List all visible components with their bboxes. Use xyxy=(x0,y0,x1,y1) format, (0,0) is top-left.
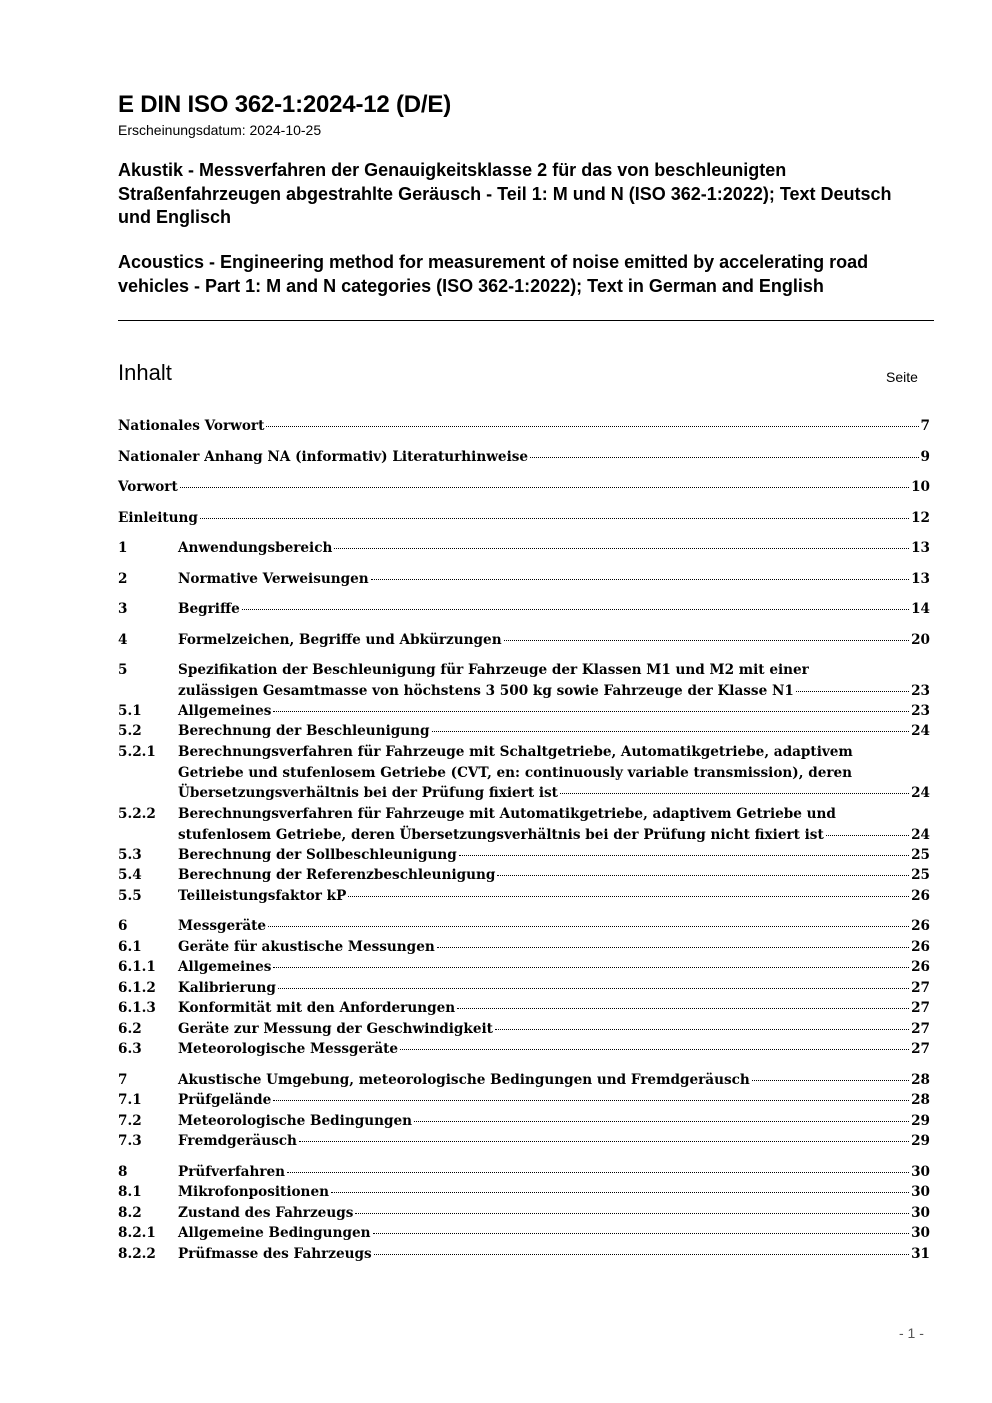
toc-entry-title: Nationaler Anhang NA (informativ) Literaturhinweise xyxy=(118,449,529,465)
toc-entry-page: 7 xyxy=(920,418,930,434)
toc-entry-number: 5.1 xyxy=(118,703,142,719)
toc-dot-leader xyxy=(348,896,909,897)
toc-entry-number: 6.3 xyxy=(118,1041,142,1057)
toc-dot-leader xyxy=(373,1233,910,1234)
toc-entry[interactable] xyxy=(118,510,930,530)
toc-entry-number: 5 xyxy=(118,662,128,678)
toc-entry-page: 24 xyxy=(911,826,930,843)
toc-dot-leader xyxy=(266,426,918,427)
toc-entry-page: 25 xyxy=(911,867,930,883)
toc-entry[interactable] xyxy=(118,1133,930,1153)
toc-entry[interactable] xyxy=(118,1205,930,1225)
publication-date: Erscheinungsdatum: 2024-10-25 xyxy=(118,122,322,138)
toc-dot-leader xyxy=(278,988,909,989)
toc-dot-leader xyxy=(530,457,918,458)
toc-entry-page: 13 xyxy=(911,540,930,556)
toc-entry-title: Mikrofonpositionen xyxy=(178,1184,329,1200)
toc-dot-leader xyxy=(504,640,910,641)
toc-entry-page: 23 xyxy=(911,682,930,699)
toc-dot-leader xyxy=(400,1049,909,1050)
toc-entry-page: 28 xyxy=(911,1092,930,1108)
toc-dot-leader xyxy=(334,548,909,549)
toc-entry-number: 7.2 xyxy=(118,1113,142,1129)
toc-entry[interactable] xyxy=(118,867,930,887)
toc-entry-page: 28 xyxy=(911,1072,930,1088)
toc-entry[interactable] xyxy=(118,918,930,938)
toc-entry-title: Prüfmasse des Fahrzeugs xyxy=(178,1246,372,1262)
toc-entry-number: 8.2.1 xyxy=(118,1225,156,1241)
toc-entry[interactable] xyxy=(118,980,930,1000)
toc-entry-number: 8 xyxy=(118,1164,128,1180)
toc-entry[interactable] xyxy=(118,723,930,743)
document-number: E DIN ISO 362-1:2024-12 (D/E) xyxy=(118,91,452,118)
toc-entry-number: 6.1.3 xyxy=(118,1000,156,1016)
toc-entry-title: Übersetzungsverhältnis bei der Prüfung fixiert ist xyxy=(178,785,558,801)
toc-entry[interactable] xyxy=(118,1000,930,1020)
toc-entry-page: 23 xyxy=(911,703,930,719)
toc-entry-page: 27 xyxy=(911,980,930,996)
toc-entry-title: Allgemeines xyxy=(178,703,272,719)
toc-entry-page: 27 xyxy=(911,1021,930,1037)
toc-entry-number: 2 xyxy=(118,571,128,587)
toc-entry-title: Geräte für akustische Messungen xyxy=(178,939,435,955)
toc-entry-number: 5.2 xyxy=(118,723,142,739)
title-divider xyxy=(118,320,934,321)
toc-entry[interactable] xyxy=(118,744,930,801)
toc-dot-leader xyxy=(457,1008,909,1009)
toc-entry-title: Nationales Vorwort xyxy=(118,418,265,434)
toc-entry-number: 5.2.2 xyxy=(118,806,156,822)
toc-entry[interactable] xyxy=(118,703,930,723)
toc-entry-page: 26 xyxy=(911,939,930,955)
toc-entry[interactable] xyxy=(118,540,930,560)
toc-entry-title: Berechnungsverfahren für Fahrzeuge mit Automatikgetriebe, adaptivem Getriebe und xyxy=(178,806,836,822)
toc-entry-number: 8.2.2 xyxy=(118,1246,156,1262)
toc-entry-number: 1 xyxy=(118,540,128,556)
toc-entry-page: 27 xyxy=(911,1041,930,1057)
toc-entry-page: 30 xyxy=(911,1225,930,1241)
toc-entry[interactable] xyxy=(118,601,930,621)
toc-dot-leader xyxy=(826,835,909,836)
toc-entry[interactable] xyxy=(118,1164,930,1184)
toc-entry-number: 5.2.1 xyxy=(118,744,156,760)
toc-entry[interactable] xyxy=(118,571,930,591)
toc-entry-title: Berechnung der Referenzbeschleunigung xyxy=(178,867,496,883)
toc-entry-page: 30 xyxy=(911,1205,930,1221)
toc-entry-title: Teilleistungsfaktor kP xyxy=(178,888,347,904)
toc-entry-title: Anwendungsbereich xyxy=(178,540,333,556)
toc-dot-leader xyxy=(414,1121,909,1122)
toc-entry-title: Begriffe xyxy=(178,601,240,617)
toc-entry-title: Prüfverfahren xyxy=(178,1164,286,1180)
toc-entry[interactable] xyxy=(118,662,930,699)
toc-dot-leader xyxy=(459,855,909,856)
toc-entry-number: 6.1.2 xyxy=(118,980,156,996)
toc-entry-page: 30 xyxy=(911,1164,930,1180)
toc-entry-title: Prüfgelände xyxy=(178,1092,272,1108)
toc-entry[interactable] xyxy=(118,959,930,979)
toc-entry-title: Allgemeines xyxy=(178,959,272,975)
toc-entry-title: zulässigen Gesamtmasse von höchstens 3 500 kg sowie Fahrzeuge der Klasse N1 xyxy=(178,682,794,699)
toc-entry-number: 6.1 xyxy=(118,939,142,955)
toc-entry-number: 5.4 xyxy=(118,867,142,883)
toc-dot-leader xyxy=(752,1080,909,1081)
toc-entry-number: 6 xyxy=(118,918,128,934)
toc-dot-leader xyxy=(273,711,909,712)
toc-dot-leader xyxy=(180,487,909,488)
toc-dot-leader xyxy=(299,1141,909,1142)
toc-entry-page: 12 xyxy=(911,510,930,526)
toc-entry-page: 10 xyxy=(911,479,930,495)
toc-entry[interactable] xyxy=(118,1021,930,1041)
toc-dot-leader xyxy=(273,1100,909,1101)
toc-entry[interactable] xyxy=(118,479,930,499)
toc-dot-leader xyxy=(374,1254,909,1255)
toc-entry-title: Konformität mit den Anforderungen xyxy=(178,1000,456,1016)
toc-entry-page: 26 xyxy=(911,918,930,934)
title-german: Akustik - Messverfahren der Genauigkeitsklasse 2 für das von beschleunigten Straßenfahrzeugen abgestrahlte Geräusch - Teil 1: M und N (ISO 362-1:2022); Text Deutsch und Englisch xyxy=(118,160,892,227)
toc-entry-title: Geräte zur Messung der Geschwindigkeit xyxy=(178,1021,493,1037)
toc-dot-leader xyxy=(273,967,909,968)
toc-entry[interactable] xyxy=(118,1092,930,1112)
toc-entry-page: 24 xyxy=(911,723,930,739)
toc-dot-leader xyxy=(437,947,909,948)
toc-dot-leader xyxy=(242,609,909,610)
toc-entry-title: Meteorologische Messgeräte xyxy=(178,1041,399,1057)
toc-entry[interactable] xyxy=(118,1072,930,1092)
toc-entry-title: stufenlosem Getriebe, deren Übersetzungsverhältnis bei der Prüfung nicht fixiert ist xyxy=(178,826,824,843)
toc-entry-number: 7 xyxy=(118,1072,128,1088)
toc-dot-leader xyxy=(268,926,909,927)
toc-entry-page: 29 xyxy=(911,1113,930,1129)
toc-entry[interactable] xyxy=(118,1184,930,1204)
toc-entry-page: 20 xyxy=(911,632,930,648)
toc-entry-page: 30 xyxy=(911,1184,930,1200)
toc-dot-leader xyxy=(371,579,909,580)
toc-dot-leader xyxy=(495,1029,909,1030)
toc-entry-number: 4 xyxy=(118,632,128,648)
toc-entry-title: Kalibrierung xyxy=(178,980,276,996)
toc-entry[interactable] xyxy=(118,1113,930,1133)
toc-entry[interactable] xyxy=(118,1225,930,1245)
toc-entry-number: 8.1 xyxy=(118,1184,142,1200)
toc-entry-title: Allgemeine Bedingungen xyxy=(178,1225,371,1241)
toc-entry-page: 31 xyxy=(911,1246,930,1262)
toc-dot-leader xyxy=(287,1172,909,1173)
toc-entry[interactable] xyxy=(118,1041,930,1061)
toc-entry-number: 5.3 xyxy=(118,847,142,863)
toc-dot-leader xyxy=(432,731,910,732)
toc-entry[interactable] xyxy=(118,847,930,867)
toc-entry-title: Formelzeichen, Begriffe und Abkürzungen xyxy=(178,632,502,648)
toc-entry-title: Normative Verweisungen xyxy=(178,571,369,587)
toc-entry[interactable] xyxy=(118,632,930,652)
toc-entry[interactable] xyxy=(118,806,930,843)
toc-entry-title: Getriebe und stufenlosem Getriebe (CVT, en: continuously variable transmission), deren xyxy=(178,764,853,781)
toc-entry-page: 13 xyxy=(911,571,930,587)
toc-entry-title: Vorwort xyxy=(118,479,178,495)
toc-entry-title: Berechnung der Sollbeschleunigung xyxy=(178,847,457,863)
toc-entry-title: Fremdgeräusch xyxy=(178,1133,297,1149)
toc-entry-number: 7.3 xyxy=(118,1133,142,1149)
toc-entry-title: Einleitung xyxy=(118,510,198,526)
toc-entry[interactable] xyxy=(118,449,930,469)
toc-entry-number: 6.2 xyxy=(118,1021,142,1037)
toc-dot-leader xyxy=(355,1213,909,1214)
toc-entry-page: 9 xyxy=(920,449,930,465)
toc-entry-title: Zustand des Fahrzeugs xyxy=(178,1205,354,1221)
toc-entry[interactable] xyxy=(118,939,930,959)
toc-dot-leader xyxy=(331,1192,909,1193)
toc-entry-number: 7.1 xyxy=(118,1092,142,1108)
toc-entry-title: Akustische Umgebung, meteorologische Bedingungen und Fremdgeräusch xyxy=(178,1072,750,1088)
toc-entry-number: 8.2 xyxy=(118,1205,142,1221)
toc-dot-leader xyxy=(560,793,909,794)
toc-entry-number: 5.5 xyxy=(118,888,142,904)
title-english: Acoustics - Engineering method for measurement of noise emitted by accelerating road vehicles - Part 1: M and N categories (ISO 362-1:2022); Text in German and English xyxy=(118,252,869,296)
toc-heading: Inhalt xyxy=(118,360,172,385)
toc-entry[interactable] xyxy=(118,1246,930,1266)
toc-entry[interactable] xyxy=(118,888,930,908)
toc-dot-leader xyxy=(796,691,909,692)
footer-page-number: - 1 - xyxy=(899,1325,924,1341)
toc-dot-leader xyxy=(200,518,909,519)
toc-entry-title: Berechnung der Beschleunigung xyxy=(178,723,430,739)
toc-entry-number: 3 xyxy=(118,601,128,617)
toc-dot-leader xyxy=(497,875,909,876)
toc-entry-title: Messgeräte xyxy=(178,918,267,934)
toc-entry-page: 26 xyxy=(911,888,930,904)
toc-entry[interactable] xyxy=(118,418,930,438)
toc-entry-page: 29 xyxy=(911,1133,930,1149)
toc-entry-title: Spezifikation der Beschleunigung für Fahrzeuge der Klassen M1 und M2 mit einer xyxy=(178,662,809,678)
toc-entry-page: 25 xyxy=(911,847,930,863)
toc-entry-page: 27 xyxy=(911,1000,930,1016)
toc-entry-page: 26 xyxy=(911,959,930,975)
toc-entry-title: Berechnungsverfahren für Fahrzeuge mit Schaltgetriebe, Automatikgetriebe, adaptivem xyxy=(178,744,853,760)
toc-entry-page: 24 xyxy=(911,785,930,801)
toc-page-column-label: Seite xyxy=(886,369,918,385)
toc-entry-title: Meteorologische Bedingungen xyxy=(178,1113,413,1129)
toc-entry-number: 6.1.1 xyxy=(118,959,156,975)
toc-entry-page: 14 xyxy=(911,601,930,617)
